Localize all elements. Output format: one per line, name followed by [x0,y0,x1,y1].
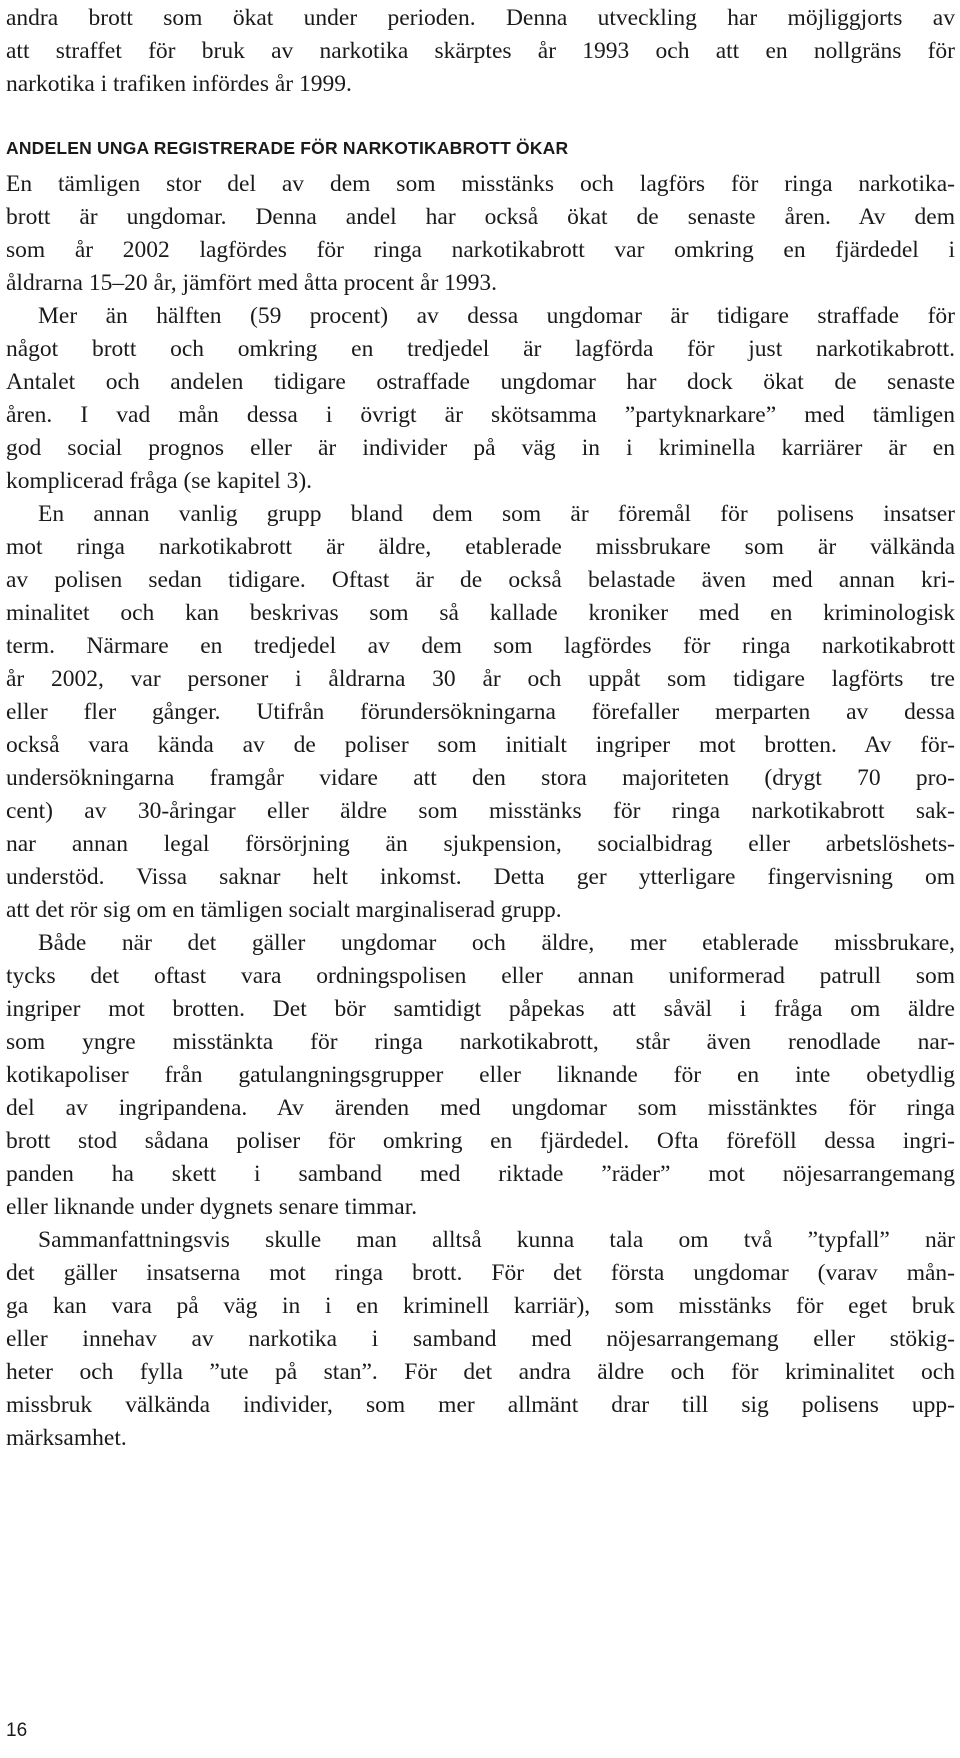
text-line: cent) av 30-åringar eller äldre som misstänks för ringa narkotikabrott sak- [6,798,955,824]
text-line: som yngre misstänkta för ringa narkotikabrott, står även renodlade nar- [6,1029,955,1055]
text-line: ga kan vara på väg in i en kriminell karriär), som misstänks för eget bruk [6,1293,955,1319]
text-line: undersökningarna framgår vidare att den stora majoriteten (drygt 70 pro- [6,765,955,791]
text-line: heter och fylla ”ute på stan”. För det andra äldre och för kriminalitet och [6,1359,955,1385]
text-line: det gäller insatserna mot ringa brott. För det första ungdomar (varav mån- [6,1260,955,1286]
text-line: kotikapoliser från gatulangningsgrupper eller liknande för en inte obetydlig [6,1062,955,1088]
text-line: Både när det gäller ungdomar och äldre, mer etablerade missbrukare, [38,930,955,956]
text-line: nar annan legal försörjning än sjukpension, socialbidrag eller arbetslöshets- [6,831,955,857]
text-line: Antalet och andelen tidigare ostraffade ungdomar har dock ökat de senaste [6,369,955,395]
text-line: komplicerad fråga (se kapitel 3). [6,468,313,494]
section-heading: ANDELEN UNGA REGISTRERADE FÖR NARKOTIKABROTT ÖKAR [6,138,569,158]
text-line: En tämligen stor del av dem som misstänks och lagförs för ringa narkotika- [6,171,955,197]
text-line: Sammanfattningsvis skulle man alltså kunna tala om två ”typfall” när [38,1227,955,1253]
text-line: minalitet och kan beskrivas som så kallade kroniker med en kriminologisk [6,600,955,626]
text-line: missbruk välkända individer, som mer allmänt drar till sig polisens upp- [6,1392,955,1418]
text-line: åldrarna 15–20 år, jämfört med åtta procent år 1993. [6,270,498,296]
text-line: år 2002, var personer i åldrarna 30 år och uppåt som tidigare lagförts tre [6,666,955,692]
text-line: att straffet för bruk av narkotika skärptes år 1993 och att en nollgräns för [6,38,955,64]
text-line: också vara kända av de poliser som initialt ingriper mot brotten. Av för- [6,732,955,758]
text-line: tycks det oftast vara ordningspolisen eller annan uniformerad patrull som [6,963,955,989]
text-line: märksamhet. [6,1425,127,1451]
text-line: panden ha skett i samband med riktade ”räder” mot nöjesarrangemang [6,1161,955,1187]
page-number: 16 [6,1720,28,1741]
text-line: att det rör sig om en tämligen socialt marginaliserad grupp. [6,897,562,923]
text-line: eller innehav av narkotika i samband med nöjesarrangemang eller stökig- [6,1326,955,1352]
text-line: understöd. Vissa saknar helt inkomst. Detta ger ytterligare fingervisning om [6,864,955,890]
text-line: Mer än hälften (59 procent) av dessa ungdomar är tidigare straffade för [38,303,955,329]
text-line: eller liknande under dygnets senare timmar. [6,1194,418,1220]
text-line: mot ringa narkotikabrott är äldre, etablerade missbrukare som är välkända [6,534,955,560]
text-line: brott är ungdomar. Denna andel har också ökat de senaste åren. Av dem [6,204,955,230]
text-line: term. Närmare en tredjedel av dem som lagfördes för ringa narkotikabrott [6,633,955,659]
text-line: del av ingripandena. Av ärenden med ungdomar som misstänktes för ringa [6,1095,955,1121]
paragraph-young-share [6,168,955,1455]
text-line: något brott och omkring en tredjedel är lagförda för just narkotikabrott. [6,336,955,362]
text-line: narkotika i trafiken infördes år 1999. [6,71,352,97]
text-line: eller fler gånger. Utifrån förundersökningarna förefaller merparten av dessa [6,699,955,725]
text-line: andra brott som ökat under perioden. Denna utveckling har möjliggjorts av [6,5,955,31]
text-line: god social prognos eller är individer på väg in i kriminella karriärer är en [6,435,955,461]
intro-paragraph [6,2,955,101]
text-line: En annan vanlig grupp bland dem som är föremål för polisens insatser [38,501,955,527]
text-line: ingriper mot brotten. Det bör samtidigt påpekas att såväl i fråga om äldre [6,996,955,1022]
text-line: åren. I vad mån dessa i övrigt är skötsamma ”partyknarkare” med tämligen [6,402,955,428]
text-line: brott stod sådana poliser för omkring en fjärdedel. Ofta föreföll dessa ingri- [6,1128,955,1154]
text-line: som år 2002 lagfördes för ringa narkotikabrott var omkring en fjärdedel i [6,237,955,263]
text-line: av polisen sedan tidigare. Oftast är de också belastade även med annan kri- [6,567,955,593]
